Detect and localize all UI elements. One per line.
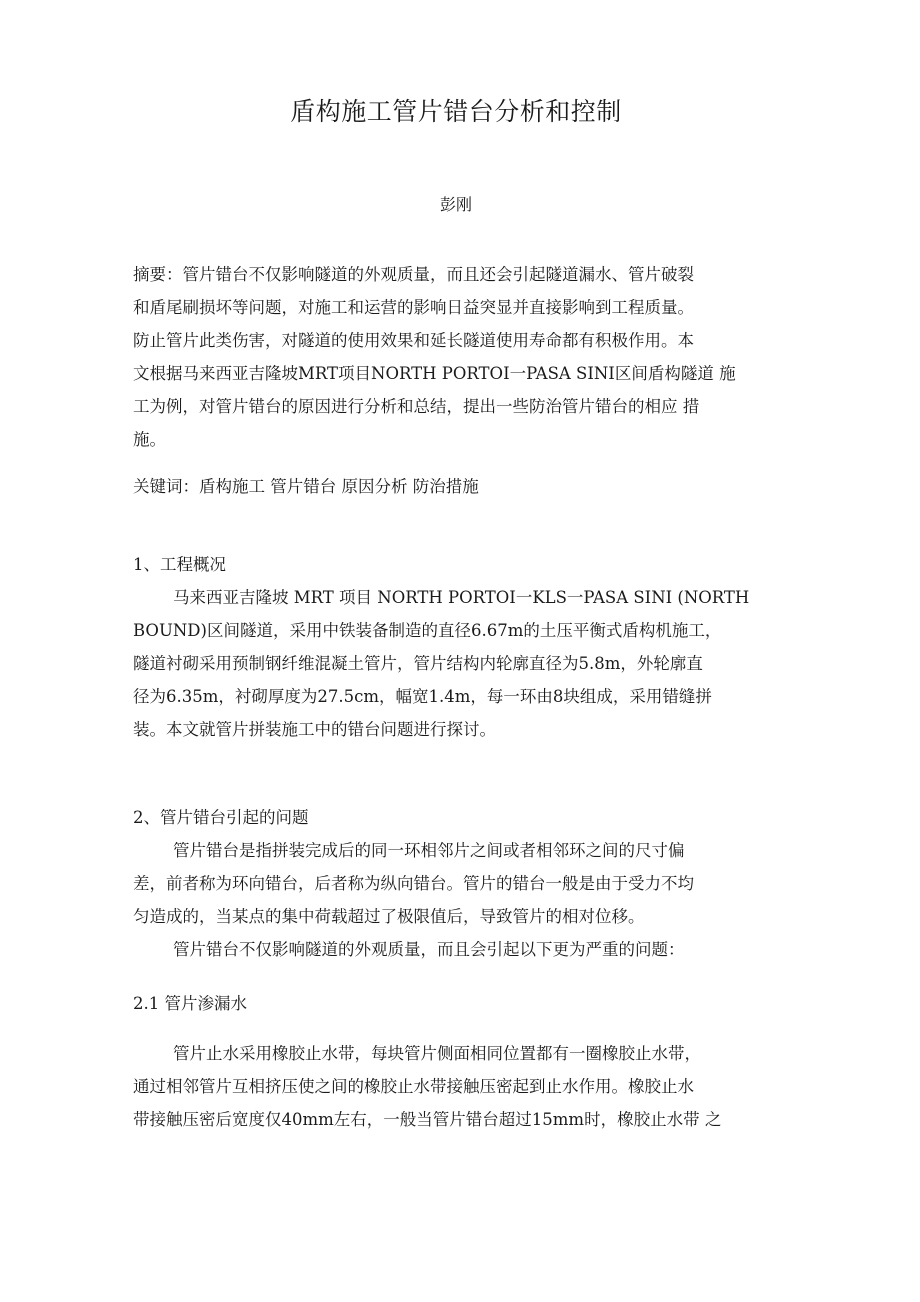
abstract-line: 文根据马来西亚吉隆坡MRT项目NORTH PORTOI一PASA SINI区间盾构隧道 施 <box>133 364 736 383</box>
section-heading-2: 2、管片错台引起的问题 <box>133 808 309 827</box>
abstract-paragraph <box>133 258 783 456</box>
abstract-line: 防止管片此类伤害，对隧道的使用效果和延长隧道使用寿命都有积极作用。本 <box>133 331 694 350</box>
paragraph-line: 隧道衬砌采用预制钢纤维混凝土管片，管片结构内轮廓直径为5.8m，外轮廓直 <box>133 654 703 673</box>
paragraph-line: BOUND)区间隧道，采用中铁装备制造的直径6.67m的土压平衡式盾构机施工， <box>133 621 722 640</box>
abstract-line: 摘要：管片错台不仅影响隧道的外观质量，而且还会引起隧道漏水、管片破裂 <box>133 265 694 284</box>
paragraph-line: 带接触压密后宽度仅40mm左右，一般当管片错台超过15mm时，橡胶止水带 之 <box>133 1110 722 1129</box>
abstract-line: 工为例，对管片错台的原因进行分析和总结，提出一些防治管片错台的相应 措 <box>133 397 700 416</box>
paragraph-line: 马来西亚吉隆坡 MRT 项目 NORTH PORTOI一KLS一PASA SINI (NORTH <box>173 588 750 607</box>
section-1-paragraph <box>133 581 783 746</box>
section-heading-2-1: 2.1 管片渗漏水 <box>133 994 247 1013</box>
paragraph-line: 通过相邻管片互相挤压使之间的橡胶止水带接触压密起到止水作用。橡胶止水 <box>133 1077 694 1096</box>
paragraph-line: 管片错台不仅影响隧道的外观质量，而且会引起以下更为严重的问题： <box>173 940 685 959</box>
paragraph-line: 管片错台是指拼装完成后的同一环相邻片之间或者相邻环之间的尺寸偏 <box>173 841 685 860</box>
keywords-line: 关键词：盾构施工 管片错台 原因分析 防治措施 <box>133 477 479 496</box>
document-title: 盾构施工管片错台分析和控制 <box>290 97 622 126</box>
section-2-paragraph <box>133 834 783 966</box>
abstract-line: 施。 <box>133 430 166 449</box>
paragraph-line: 匀造成的，当某点的集中荷载超过了极限值后，导致管片的相对位移。 <box>133 907 645 926</box>
abstract-line: 和盾尾刷损坏等问题，对施工和运营的影响日益突显并直接影响到工程质量。 <box>133 298 694 317</box>
paragraph-line: 管片止水采用橡胶止水带，每块管片侧面相同位置都有一圈橡胶止水带， <box>173 1044 701 1063</box>
author-name: 彭刚 <box>439 195 472 214</box>
paragraph-line: 装。本文就管片拼装施工中的错台问题进行探讨。 <box>133 720 496 739</box>
section-heading-1: 1、工程概况 <box>133 555 226 574</box>
section-2-1-paragraph <box>133 1037 783 1136</box>
paragraph-line: 差，前者称为环向错台，后者称为纵向错台。管片的错台一般是由于受力不均 <box>133 874 694 893</box>
paragraph-line: 径为6.35m，衬砌厚度为27.5cm，幅宽1.4m，每一环由8块组成，采用错缝拼 <box>133 687 712 706</box>
